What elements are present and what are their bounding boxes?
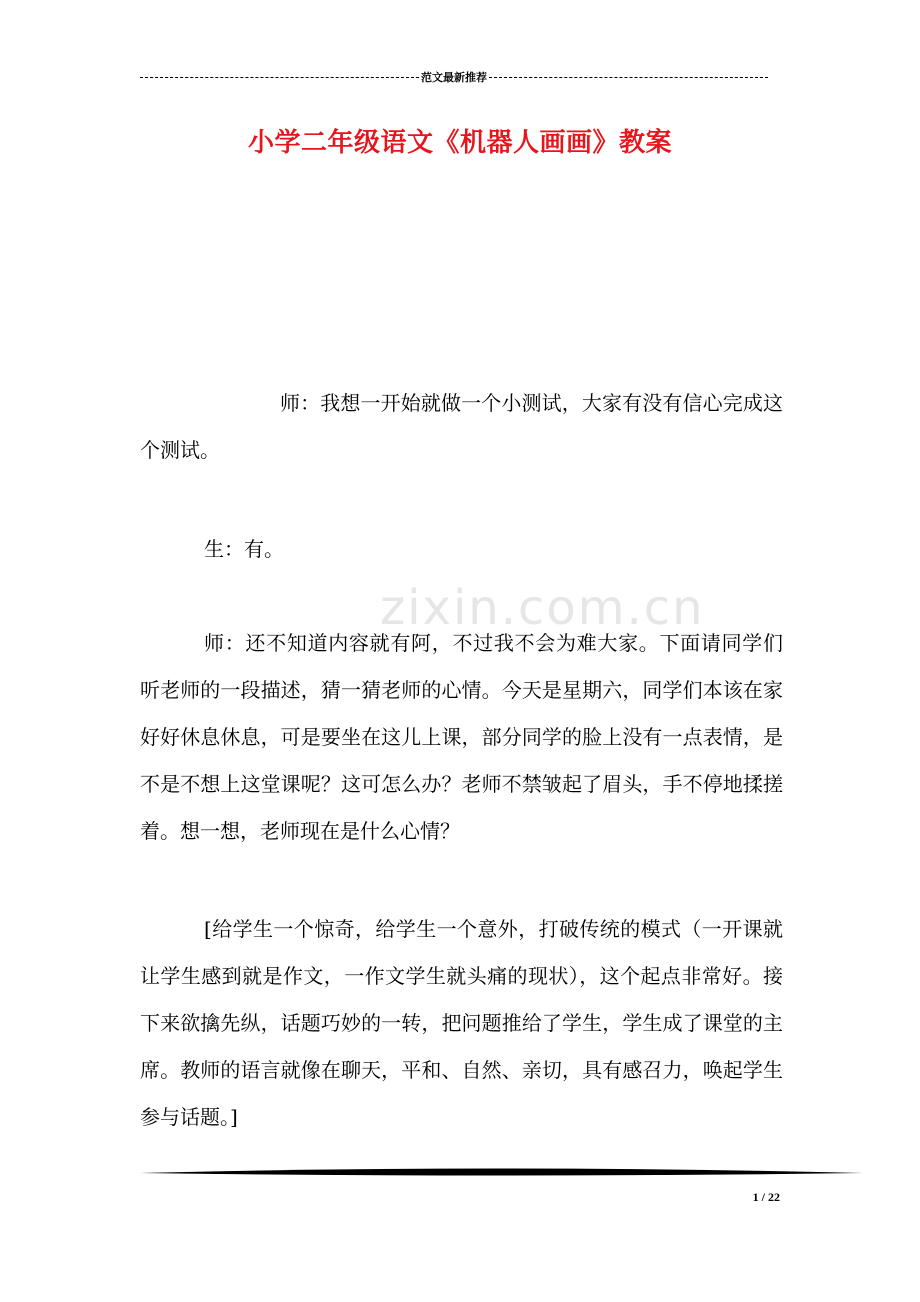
header-dash-right (489, 77, 768, 78)
header-dash-left (140, 77, 419, 78)
document-title: 小学二年级语文《机器人画画》教案 (247, 128, 672, 158)
watermark: zixin.com.cn (380, 580, 705, 636)
paragraph-teacher-intro: 师：我想一开始就做一个小测试，大家有没有信心完成这个测试。 (140, 391, 783, 462)
page-number: 1 / 22 (752, 1190, 780, 1204)
paragraph-student-reply: 生：有。 (204, 537, 284, 561)
paragraph-commentary: [给学生一个惊奇，给学生一个意外，打破传统的模式（一开课就让学生感到就是作文，一作文学生就头痛的现状），这个起点非常好。接下来欲擒先纵，话题巧妙的一转，把问题推给了学生，学生成了课堂的主席。教师的语言就像在聊天，平和、自然、亲切，具有感召力，唤起学生参与话题。] (140, 917, 783, 1129)
paragraph-teacher-description: 师：还不知道内容就有阿，不过我不会为难大家。下面请同学们听老师的一段描述，猜一猜老师的心情。今天是星期六，同学们本该在家好好休息休息，可是要坐在这儿上课，部分同学的脸上没有一点表情，是不是不想上这堂课呢？这可怎么办？老师不禁皱起了眉头，手不停地揉搓着。想一想，老师现在是什么心情？ (140, 631, 783, 843)
page-header (140, 70, 768, 84)
footer-rule (140, 1166, 863, 1180)
header-label: 范文最新推荐 (421, 71, 487, 84)
